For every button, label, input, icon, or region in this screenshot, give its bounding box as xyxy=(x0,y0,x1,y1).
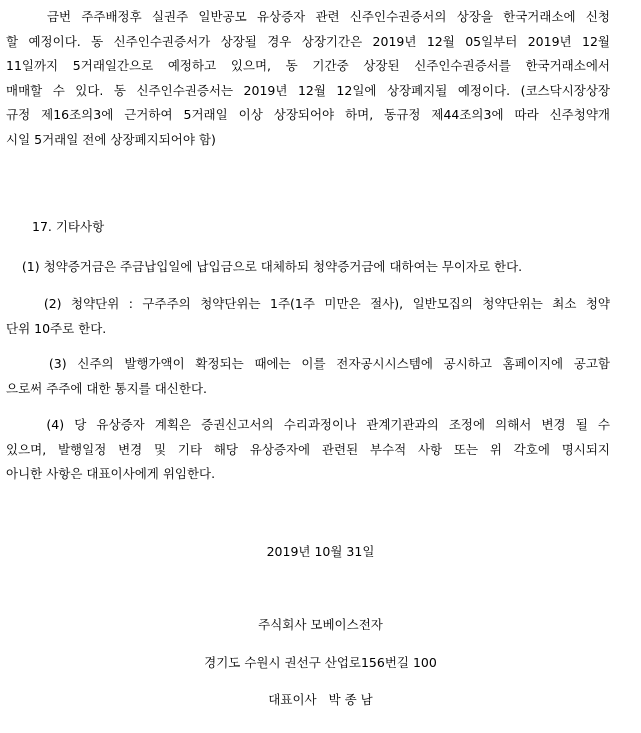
company-address: 경기도 수원시 권선구 산업로156번길 100 xyxy=(204,655,437,670)
intro-line: 규정 제16조의3에 근거하여 5거래일 이상 상장되어야 하며, 동규정 제44조의3에 따라 신주청약개 xyxy=(6,107,610,122)
intro-line: 매매할 수 있다. 동 신주인수권증서는 2019년 12월 12일에 상장폐지될 예정이다. (코스닥시장상장 xyxy=(6,82,610,98)
section-item-1 xyxy=(6,255,610,280)
item-line: 아니한 사항은 대표이사에게 위임한다. xyxy=(6,466,216,481)
section-item-2 xyxy=(6,292,610,341)
document-date: 2019년 10월 31일 xyxy=(266,544,375,559)
intro-line: 시일 5거래일 전에 상장폐지되어야 함) xyxy=(6,131,216,147)
section-item-3 xyxy=(6,352,610,401)
intro-line: 11일까지 5거래일간으로 예정하고 있으며, 동 기간중 상장된 신주인수권증서를 한국거래소에서 xyxy=(6,58,610,73)
section-heading: 17. 기타사항 xyxy=(32,219,105,234)
intro-paragraph xyxy=(6,5,610,152)
item-line: (1) 청약증거금은 주금납입일에 납입금으로 대체하되 청약증거금에 대하여는 무이자로 한다. xyxy=(6,259,523,274)
item-line: 으로써 주주에 대한 통지를 대신한다. xyxy=(6,380,207,396)
ceo-signature-line: 대표이사 박 종 남 xyxy=(268,692,373,707)
section-item-4 xyxy=(6,413,610,487)
company-name: 주식회사 모베이스전자 xyxy=(258,617,383,632)
intro-line: 할 예정이다. 동 신주인수권증서가 상장될 경우 상장기간은 2019년 12월 05일부터 2019년 12월 xyxy=(6,33,610,49)
item-line: (4) 당 유상증자 계획은 증권신고서의 수리과정이나 관계기관과의 조정에 의해서 변경 될 수 xyxy=(6,417,610,432)
item-line: 있으며, 발행일정 변경 및 기타 해당 유상증자에 관련된 부수적 사항 또는 위 각호에 명시되지 xyxy=(6,441,610,457)
item-line: (3) 신주의 발행가액이 확정되는 때에는 이를 전자공시시스템에 공시하고 홈페이지에 공고함 xyxy=(6,356,610,371)
intro-line: 금번 주주배정후 실권주 일반공모 유상증자 관련 신주인수권증서의 상장을 한국거래소에 신청 xyxy=(6,9,610,24)
item-line: 단위 10주로 한다. xyxy=(6,320,107,336)
item-line: (2) 청약단위 : 구주주의 청약단위는 1주(1주 미만은 절사), 일반모집의 청약단위는 최소 청약 xyxy=(6,296,610,311)
